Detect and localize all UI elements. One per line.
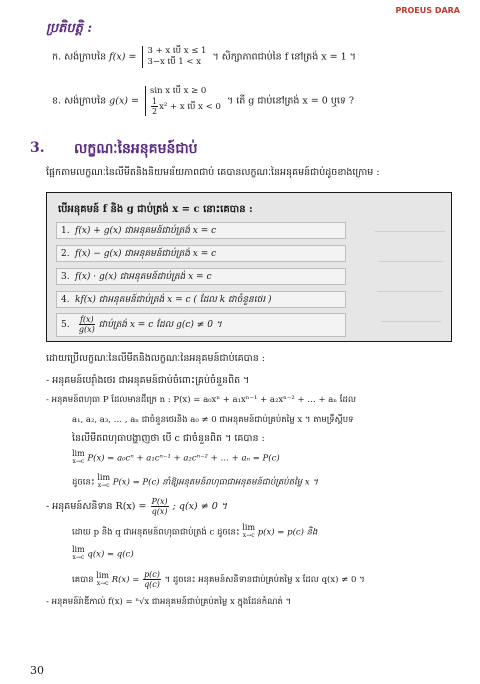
exercise-a-label: ក. (52, 51, 62, 63)
limit-symbol: lim x→c (96, 570, 109, 587)
section-number: 3. (30, 140, 45, 156)
body-line-12: - អនុគមន៍រ៉ាឌីកាល់ f(x) = ⁿ√x ជាអនុគមន៍ជាប់គ្រប់តម្លៃ x ក្នុងដែនកំណត់ ។ (46, 597, 292, 607)
body-line-5: នៃលីមីតពហុធាបង្ហាញថា បើ c ជាចំនួនពិត ។ គេបាន : (72, 433, 265, 444)
exercise-b-piece-2: $\frac{1}{2}$ x² + x បើ x < 0 (152, 97, 221, 116)
section-title: លក្ខណៈនៃអនុគមន៍ជាប់ (74, 141, 198, 157)
exercise-a-piece-2: 3−x បើ 1 < x (147, 57, 202, 67)
exercise-a-piece-1: 3 + x បើ x ≤ 1 (147, 46, 207, 56)
body-line-6: lim x→c P(x) = a₀cⁿ + a₁cⁿ⁻¹ + a₂cⁿ⁻² + … + aₙ = P(c) (72, 449, 280, 465)
header-brand: PROEUS DARA (395, 6, 460, 15)
exercise-a (52, 46, 356, 68)
body-line-9: ដោយ p និង q ជាអនុគមន៍ពហុធាជាប់ត្រង់ c ដូចនេះ lim x→c p(x) = p(c) និង (72, 523, 318, 539)
exercise-a-text-before: សង់ក្រាបនៃ (64, 51, 107, 63)
box-header: បើអនុគមន៍ f និង g ជាប់ត្រង់ x = c នោះគេបាន : (58, 204, 253, 215)
rule-5-fraction: $\frac{f(x)}{g(x)}$ (78, 315, 95, 334)
exercise-b-piece-1: sin x បើ x ≥ 0 (150, 86, 207, 96)
ghost-line (379, 251, 443, 262)
ghost-line (381, 311, 441, 322)
rule-4: 4. kf(x) ជាអនុគមន៍ជាប់ត្រង់ x = c ( ដែល k ជាចំនួនថេរ ) (56, 291, 346, 308)
section-intro: ផ្អែកតាមលក្ខណៈនៃលីមីតនិងនិយមន័យភាពជាប់ គេបានលក្ខណៈនៃអនុគមន៍ជាប់ដូចខាងក្រោម : (46, 167, 380, 178)
limit-symbol: lim x→c (72, 449, 85, 465)
limit-fraction: $\frac{p(c)}{q(c)}$ (144, 570, 160, 589)
body-line-2: - អនុគមន៍បេរ៉ាំងថេរ ជាអនុគមន៍ជាប់ចំពោះគ្រប់ចំនួនពិត ។ (46, 375, 250, 386)
ghost-line (377, 281, 443, 292)
exercise-a-text-after: ។ សិក្សាភាពជាប់នៃ f នៅត្រង់ x = 1 ។ (212, 51, 356, 63)
exercise-a-func: f(x) = (109, 51, 137, 63)
practice-title: ប្រតិបត្តិ : (46, 21, 93, 36)
exercise-b-half-fraction: $\frac{1}{2}$ (152, 97, 158, 116)
limit-symbol: lim x→c (72, 545, 85, 561)
rule-3: 3. f(x) · g(x) ជាអនុគមន៍ជាប់ត្រង់ x = c (56, 268, 346, 285)
exercise-b (52, 86, 354, 116)
exercise-b-label: ខ. (52, 95, 62, 107)
body-line-1: ដោយប្រើលក្ខណៈនៃលីមីតនិងលក្ខណៈនៃអនុគមន៍ជាប់គេបាន : (46, 353, 265, 364)
body-line-8: - អនុគមន៍សនិទាន R(x) = $\frac{P(x)}{q(x)}$ ; q(x) ≠ 0 ។ (46, 497, 228, 516)
limit-symbol: lim x→c (242, 523, 256, 539)
body-line-10: lim x→c q(x) = q(c) (72, 545, 134, 561)
rule-5: 5. $\frac{f(x)}{g(x)}$ ជាប់ត្រង់ x = c ដែល g(c) ≠ 0 ។ (56, 313, 346, 337)
rational-fraction: $\frac{P(x)}{q(x)}$ (151, 497, 168, 516)
exercise-b-text-after: ។ តើ g ជាប់នៅត្រង់ x = 0 ឬទេ ? (226, 95, 355, 107)
ghost-line (375, 221, 445, 232)
body-line-4: a₁, a₂, a₃, … , aₙ ជាចំនួនថេរនិង a₀ ≠ 0 ជាអនុគមន៍ជាប់គ្រប់តម្លៃ x ។ តាមទ្រឹស្តីបទ (72, 415, 354, 425)
rule-2: 2. f(x) − g(x) ជាអនុគមន៍ជាប់ត្រង់ x = c (56, 245, 346, 262)
exercise-b-piecewise (145, 86, 221, 116)
body-line-11: គេបាន lim x→c R(x) = $\frac{p(c)}{q(c)}$ ។ ដូចនេះ អនុគមន៍សនិទានជាប់គ្រប់តម្លៃ x ដែល q(x) ≠ 0 ។ (72, 570, 365, 589)
limit-symbol: lim x→c (97, 473, 111, 489)
exercise-b-func: g(x) = (109, 95, 139, 107)
exercise-a-piecewise (142, 46, 206, 68)
page-number: 30 (30, 664, 44, 677)
rule-1: 1. f(x) + g(x) ជាអនុគមន៍ជាប់ត្រង់ x = c (56, 222, 346, 239)
body-line-3: - អនុគមន៍ពហុធា P ដែលមានដឺក្រេ n : P(x) = a₀xⁿ + a₁xⁿ⁻¹ + a₂xⁿ⁻² + … + aₙ ដែល (46, 395, 356, 405)
exercise-b-text-before: សង់ក្រាបនៃ (64, 95, 107, 107)
body-line-7: ដូចនេះ lim x→c P(x) = P(c) នាំឱ្យអនុគមន៍ពហុធាជាអនុគមន៍ជាប់គ្រប់តម្លៃ x ។ (72, 473, 318, 489)
